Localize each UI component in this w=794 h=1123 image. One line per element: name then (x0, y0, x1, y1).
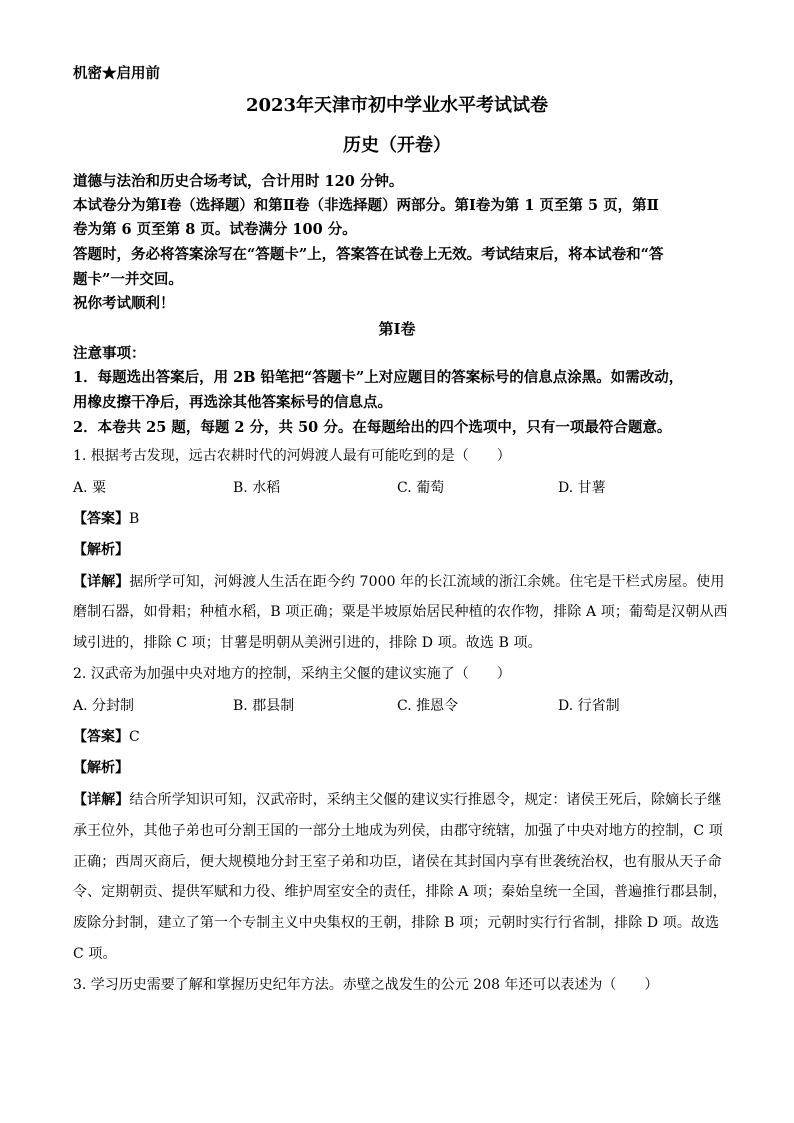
analysis-row (73, 758, 129, 778)
detail-line: 磨制石器，如骨耜；种植水稻，B 项正确；粟是半坡原始居民种植的农作物，排除 A 项；葡萄是汉朝从西 (73, 604, 728, 620)
detail-line: 承王位外，其他子弟也可分割王国的一部分土地成为列侯，由郡守统辖，加强了中央对地方的控制，C 项 (73, 823, 723, 839)
notice-line: 1．每题选出答案后，用 2B 铅笔把“答题卡”上对应题目的答案标号的信息点涂黑。如需改动， (73, 369, 684, 386)
question-stem: 1. 根据考古发现，远古农耕时代的河姆渡人最有可能吃到的是（ ） (73, 448, 511, 464)
option-c: C. 推恩令 (397, 698, 459, 714)
option-d: D. 甘薯 (558, 480, 606, 496)
answer-value: B (129, 511, 140, 527)
page-title: 2023年天津市初中学业水平考试试卷 (245, 95, 549, 116)
intro-line: 本试卷分为第Ⅰ卷（选择题）和第Ⅱ卷（非选择题）两部分。第Ⅰ卷为第 1 页至第 5 页，第Ⅱ (73, 197, 659, 214)
question-stem: 2. 汉武帝为加强中央对地方的控制，采纳主父偃的建议实施了（ ） (73, 666, 511, 682)
answer-label: 【答案】 (73, 729, 129, 745)
option-c: C. 葡萄 (397, 480, 445, 496)
detail-line: 令、定期朝贡、提供军赋和力役、维护周室安全的责任，排除 A 项；秦始皇统一全国，普遍推行郡县制， (73, 884, 727, 900)
notice-heading: 注意事项： (73, 345, 146, 362)
detail-label: 【详解】 (73, 792, 130, 808)
answer-row (73, 727, 140, 747)
answer-row (73, 509, 139, 529)
intro-line: 答题时，务必将答案涂写在“答题卡”上，答案答在试卷上无效。考试结束后，将本试卷和“答 (73, 246, 664, 263)
answer-label: 【答案】 (73, 511, 129, 527)
detail-line: 【详解】结合所学知识可知，汉武帝时，采纳主父偃的建议实行推恩令，规定：诸侯王死后，除嫡长子继 (73, 792, 722, 808)
secret-label: 机密★启用前 (73, 65, 160, 82)
question-stem: 3. 学习历史需要了解和掌握历史纪年方法。赤壁之战发生的公元 208 年还可以表述为（ ） (73, 977, 659, 993)
page-subtitle: 历史（开卷） (343, 135, 451, 156)
detail-line: 正确；西周灭商后，便大规模地分封王室子弟和功臣，诸侯在其封国内享有世袭统治权，也有服从天子命 (73, 854, 722, 870)
option-b: B. 水稻 (233, 480, 281, 496)
notice-line: 用橡皮擦干净后，再选涂其他答案标号的信息点。 (73, 394, 392, 411)
analysis-label: 【解析】 (73, 760, 129, 776)
analysis-row (73, 540, 129, 560)
option-a: A. 粟 (73, 480, 107, 496)
intro-line: 卷为第 6 页至第 8 页。试卷满分 100 分。 (73, 221, 357, 238)
answer-value: C (129, 729, 140, 745)
detail-line: 域引进的，排除 C 项；甘薯是明朝从美洲引进的，排除 D 项。故选 B 项。 (73, 635, 542, 651)
detail-line: 废除分封制，建立了第一个专制主义中央集权的王朝，排除 B 项；元朝时实行行省制，排除 D 项。故选 (73, 915, 720, 931)
intro-line: 道德与法治和历史合场考试，合计用时 120 分钟。 (73, 173, 404, 190)
notice-line: 2．本卷共 25 题，每题 2 分，共 50 分。在每题给出的四个选项中，只有一项最符合题意。 (73, 419, 672, 436)
option-a: A. 分封制 (73, 698, 135, 714)
detail-line: 【详解】据所学可知，河姆渡人生活在距今约 7000 年的长江流域的浙江余姚。住宅是干栏式房屋。使用 (73, 574, 725, 590)
detail-label: 【详解】 (73, 574, 130, 590)
detail-line: C 项。 (73, 946, 117, 962)
intro-line: 题卡”一并交回。 (73, 271, 183, 288)
section-title: 第Ⅰ卷 (378, 320, 416, 338)
option-d: D. 行省制 (558, 698, 620, 714)
option-b: B. 郡县制 (233, 698, 295, 714)
intro-line: 祝你考试顺利！ (73, 295, 175, 312)
analysis-label: 【解析】 (73, 542, 129, 558)
